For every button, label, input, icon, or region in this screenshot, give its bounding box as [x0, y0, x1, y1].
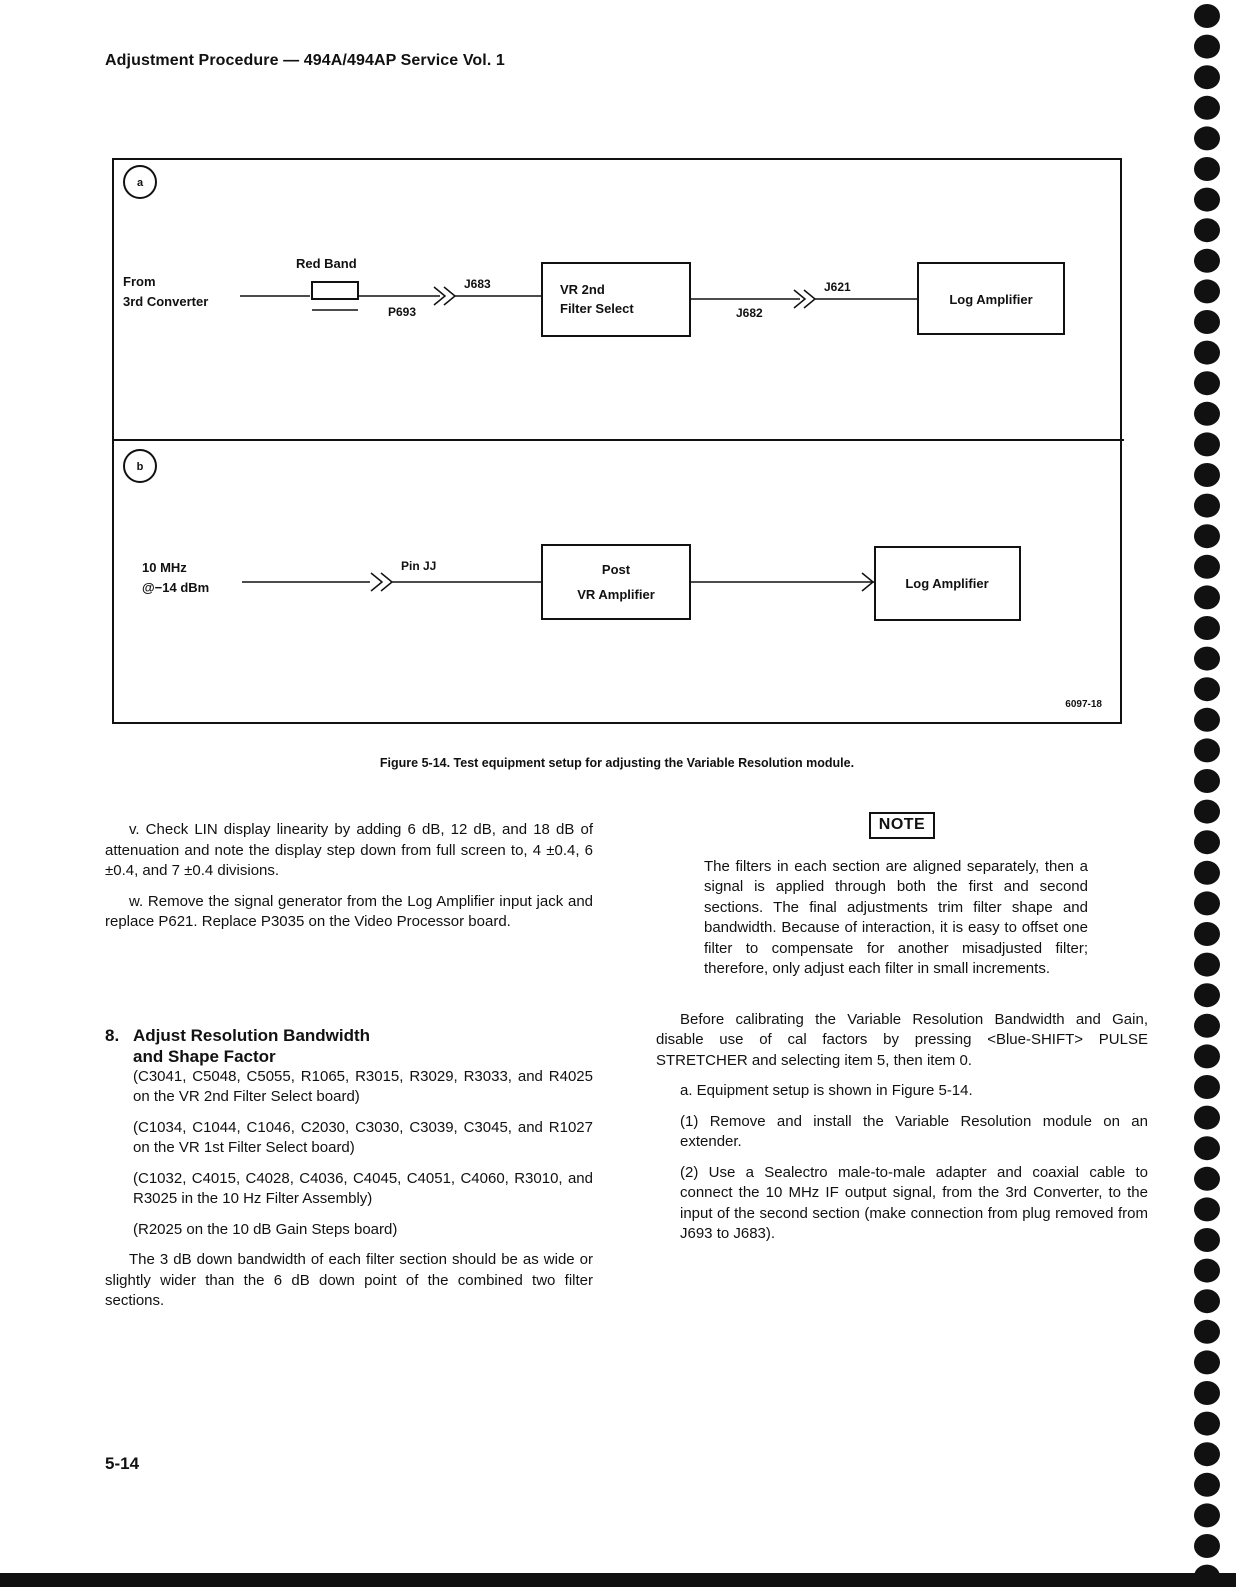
binder-hole: [1194, 769, 1220, 793]
red-band-label: Red Band: [296, 256, 357, 271]
connector-pin-jj: [371, 573, 392, 591]
panel-b-source-line1: 10 MHz: [142, 560, 187, 575]
figure-caption: Figure 5-14. Test equipment setup for adjusting the Variable Resolution module.: [379, 756, 855, 770]
binder-hole: [1194, 953, 1220, 977]
para-1: (1) Remove and install the Variable Resolution module on an extender.: [680, 1112, 1148, 1150]
binder-hole: [1194, 1473, 1220, 1497]
binder-hole: [1194, 1167, 1220, 1191]
panel-a-source-line1: From: [123, 274, 156, 289]
binder-hole: [1194, 1136, 1220, 1160]
page-header: Adjustment Procedure — 494A/494AP Service Vol. 1: [105, 52, 505, 69]
binder-hole: [1194, 371, 1220, 395]
para-v: v. Check LIN display linearity by adding 6 dB, 12 dB, and 18 dB of attenuation and note the display step down from full screen to, 4 ±0.4, 6 ±0.4, and 7 ±0.4 divisions.: [105, 821, 593, 879]
plug-j682-label: J682: [736, 306, 763, 320]
pin-jj-label: Pin JJ: [401, 559, 437, 573]
vr-2nd-label: VR 2nd: [560, 282, 605, 297]
step-8-heading: [105, 1025, 593, 1067]
binder-hole: [1194, 1106, 1220, 1130]
binder-hole: [1194, 738, 1220, 762]
binder-hole: [1194, 830, 1220, 854]
para-before-calibrating: Before calibrating the Variable Resolution Bandwidth and Gain, disable use of cal factors by pressing <Blue-SHIFT> PULSE STRETCHER and selecting item 5, then item 0.: [656, 1010, 1148, 1069]
binder-hole: [1194, 1228, 1220, 1252]
binder-hole: [1194, 126, 1220, 150]
para-a: a. Equipment setup is shown in Figure 5-14.: [680, 1082, 973, 1099]
binder-hole: [1194, 1044, 1220, 1068]
binder-hole: [1194, 432, 1220, 456]
log-amplifier-label-a: Log Amplifier: [949, 292, 1033, 307]
figure-5-14: [112, 158, 1122, 724]
binder-hole: [1194, 1381, 1220, 1405]
binder-hole: [1194, 1289, 1220, 1313]
jack-j683-label: J683: [464, 277, 491, 291]
panel-a-source-line2: 3rd Converter: [123, 294, 209, 309]
panel-a-label: a: [136, 177, 144, 189]
red-band-filter: [312, 282, 358, 299]
binder-hole: [1194, 891, 1220, 915]
parts-list-1: (C3041, C5048, C5055, R1065, R3015, R3029, R3033, and R4025 on the VR 2nd Filter Select board): [133, 1067, 593, 1105]
log-amplifier-label-b: Log Amplifier: [905, 576, 989, 591]
right-column: [656, 812, 1148, 1255]
binder-hole: [1194, 1412, 1220, 1436]
vr-2nd-filter-select-block: [542, 263, 690, 336]
jack-j621-label: J621: [824, 280, 851, 294]
left-column: [105, 820, 593, 1322]
binder-hole: [1194, 1197, 1220, 1221]
para-2: (2) Use a Sealectro male-to-male adapter and coaxial cable to connect the 10 MHz IF output signal, from the 3rd Converter, to the input of the second section (make connection from plug removed from J693 to J683).: [680, 1163, 1148, 1242]
page-number: 5-14: [105, 1454, 140, 1473]
binder-hole: [1194, 1320, 1220, 1344]
step-number: 8.: [105, 1025, 120, 1045]
binder-hole: [1194, 310, 1220, 334]
binder-holes: [1190, 0, 1224, 1587]
binder-hole: [1194, 708, 1220, 732]
binder-hole: [1194, 1259, 1220, 1283]
binder-hole: [1194, 188, 1220, 212]
binder-hole: [1194, 616, 1220, 640]
binder-hole: [1194, 35, 1220, 59]
binder-hole: [1194, 157, 1220, 181]
binder-hole: [1194, 800, 1220, 824]
figure-id: 6097-18: [1065, 699, 1102, 710]
binder-hole: [1194, 4, 1220, 28]
parts-list-4: (R2025 on the 10 dB Gain Steps board): [133, 1220, 398, 1238]
binder-hole: [1194, 96, 1220, 120]
binder-hole: [1194, 1503, 1220, 1527]
binder-hole: [1194, 1442, 1220, 1466]
para-w: w. Remove the signal generator from the Log Amplifier input jack and replace P621. Replace P3035 on the Video Processor board.: [105, 892, 593, 930]
post-label: Post: [601, 562, 631, 577]
binder-hole: [1194, 1014, 1220, 1038]
parts-list-2: (C1034, C1044, C1046, C2030, C3030, C3039, C3045, and R1027 on the VR 1st Filter Select board): [133, 1118, 593, 1156]
step-title-line1: Adjust Resolution Bandwidth: [133, 1025, 371, 1045]
para-bandwidth: The 3 dB down bandwidth of each filter section should be as wide or slightly wider than the 6 dB down point of the combined two filter sections.: [105, 1251, 593, 1309]
step-8-body: [105, 1067, 593, 1241]
binder-hole: [1194, 585, 1220, 609]
binder-hole: [1194, 983, 1220, 1007]
note-text: The filters in each section are aligned separately, then a signal is applied through both the first and second sections. The final adjustments trim filter shape and bandwidth. Because of interaction, it is easy to offset one filter to compensate for another misadjusted filter; therefore, only adjust each filter in small increments.: [704, 857, 1088, 977]
binder-hole: [1194, 494, 1220, 518]
binder-hole: [1194, 218, 1220, 242]
note-label: NOTE: [869, 812, 935, 839]
vr-amplifier-label: VR Amplifier: [577, 587, 655, 602]
step-title-line2: and Shape Factor: [133, 1046, 276, 1066]
panel-b-source-line2: @−14 dBm: [142, 580, 210, 595]
binder-hole: [1194, 65, 1220, 89]
binder-hole: [1194, 1350, 1220, 1374]
binder-hole: [1194, 1075, 1220, 1099]
binder-hole: [1194, 279, 1220, 303]
binder-hole: [1194, 249, 1220, 273]
parts-list-3: (C1032, C4015, C4028, C4036, C4045, C4051, C4060, R3010, and R3025 in the 10 Hz Filter Assembly): [133, 1169, 593, 1207]
post-vr-amplifier-block: [542, 545, 690, 619]
block-diagram: [114, 160, 1124, 726]
binder-hole: [1194, 922, 1220, 946]
binder-hole: [1194, 463, 1220, 487]
binder-hole: [1194, 402, 1220, 426]
binder-hole: [1194, 861, 1220, 885]
binder-hole: [1194, 555, 1220, 579]
panel-b-label: b: [136, 461, 144, 473]
note-header: [656, 812, 1148, 839]
binder-hole: [1194, 524, 1220, 548]
bottom-bar: [0, 1573, 1236, 1587]
filter-select-label: Filter Select: [560, 301, 634, 316]
binder-hole: [1194, 341, 1220, 365]
binder-hole: [1194, 1534, 1220, 1558]
plug-p693-label: P693: [388, 305, 417, 319]
binder-hole: [1194, 677, 1220, 701]
binder-hole: [1194, 647, 1220, 671]
